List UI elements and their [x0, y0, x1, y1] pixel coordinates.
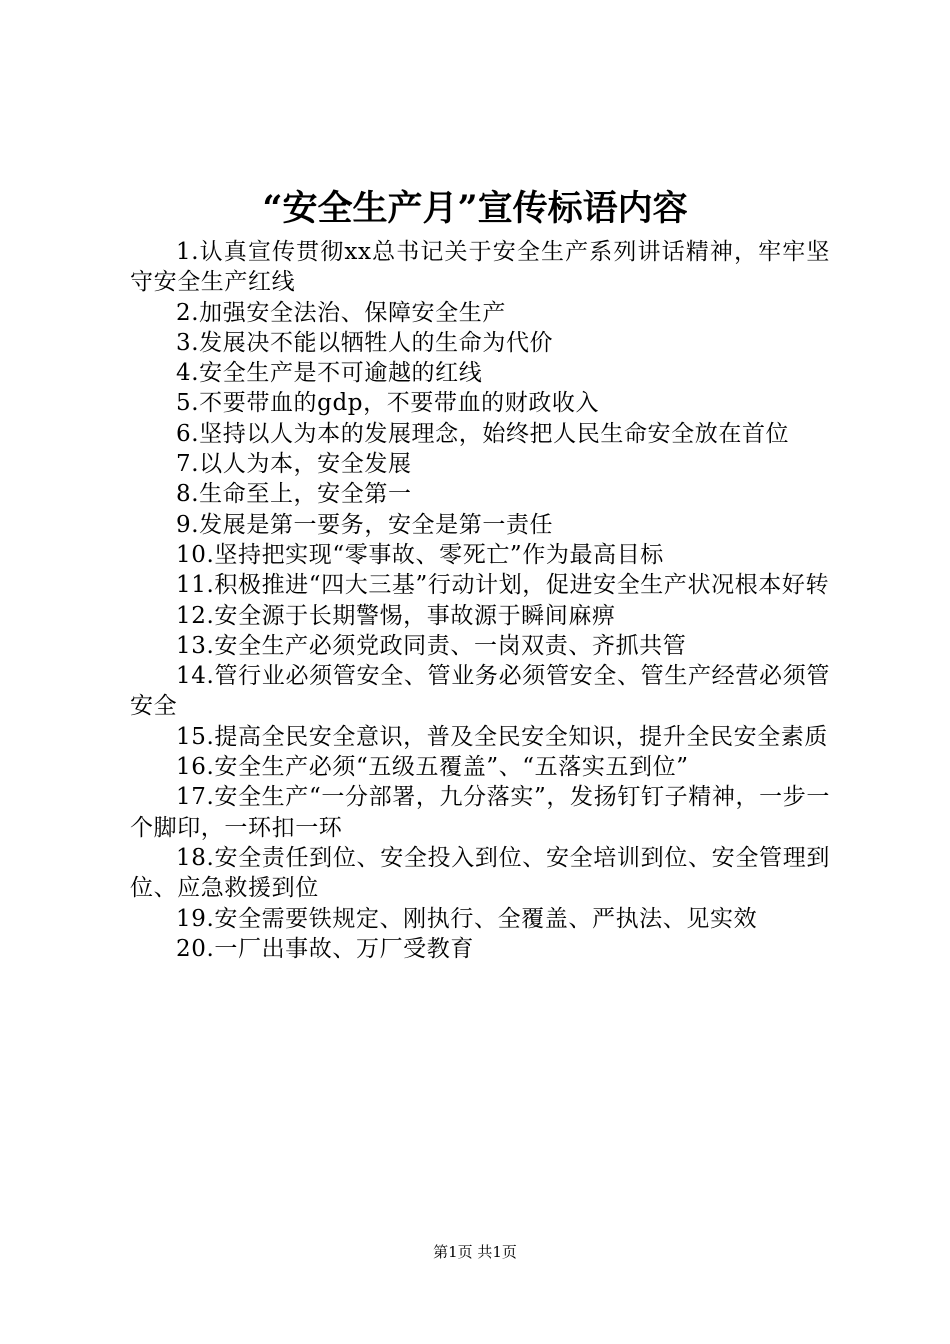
- slogan-item: 13.安全生产必须党政同责、一岗双责、齐抓共管: [176, 632, 687, 659]
- slogan-item: 5.不要带血的gdp，不要带血的财政收入: [176, 390, 600, 417]
- slogan-item: 3.发展决不能以牺牲人的生命为代价: [176, 329, 554, 356]
- slogan-item: 9.发展是第一要务，安全是第一责任: [176, 511, 554, 538]
- slogan-item: 7.以人为本，安全发展: [176, 451, 412, 478]
- slogan-item: 17.安全生产“一分部署，九分落实”，发扬钉钉子精神，一步一个脚印，一环扣一环: [130, 784, 830, 841]
- slogan-item: 6.坚持以人为本的发展理念，始终把人民生命安全放在首位: [176, 420, 790, 447]
- slogan-list: [130, 237, 830, 964]
- slogan-item: 16.安全生产必须“五级五覆盖”、“五落实五到位”: [176, 754, 689, 781]
- slogan-item: 14.管行业必须管安全、管业务必须管安全、管生产经营必须管安全: [130, 663, 830, 720]
- slogan-item: 20.一厂出事故、万厂受教育: [176, 935, 474, 962]
- page-footer: 第1页 共1页: [433, 1243, 517, 1261]
- slogan-item: 12.安全源于长期警惕，事故源于瞬间麻痹: [176, 602, 616, 629]
- document-title: “安全生产月”宣传标语内容: [262, 188, 688, 229]
- slogan-item: 18.安全责任到位、安全投入到位、安全培训到位、安全管理到位、应急救援到位: [130, 844, 830, 902]
- slogan-item: 8.生命至上，安全第一: [176, 481, 412, 508]
- slogan-item: 19.安全需要铁规定、刚执行、全覆盖、严执法、见实效: [176, 905, 758, 932]
- slogan-item: 2.加强安全法治、保障安全生产: [176, 299, 506, 326]
- slogan-item: 15.提高全民安全意识，普及全民安全知识，提升全民安全素质: [176, 723, 828, 750]
- slogan-item: 11.积极推进“四大三基”行动计划，促进安全生产状况根本好转: [176, 572, 830, 599]
- slogan-item: 1.认真宣传贯彻xx总书记关于安全生产系列讲话精神，牢牢坚守安全生产红线: [130, 239, 830, 296]
- slogan-item: 4.安全生产是不可逾越的红线: [176, 360, 483, 387]
- slogan-item: 10.坚持把实现“零事故、零死亡”作为最高目标: [176, 541, 664, 568]
